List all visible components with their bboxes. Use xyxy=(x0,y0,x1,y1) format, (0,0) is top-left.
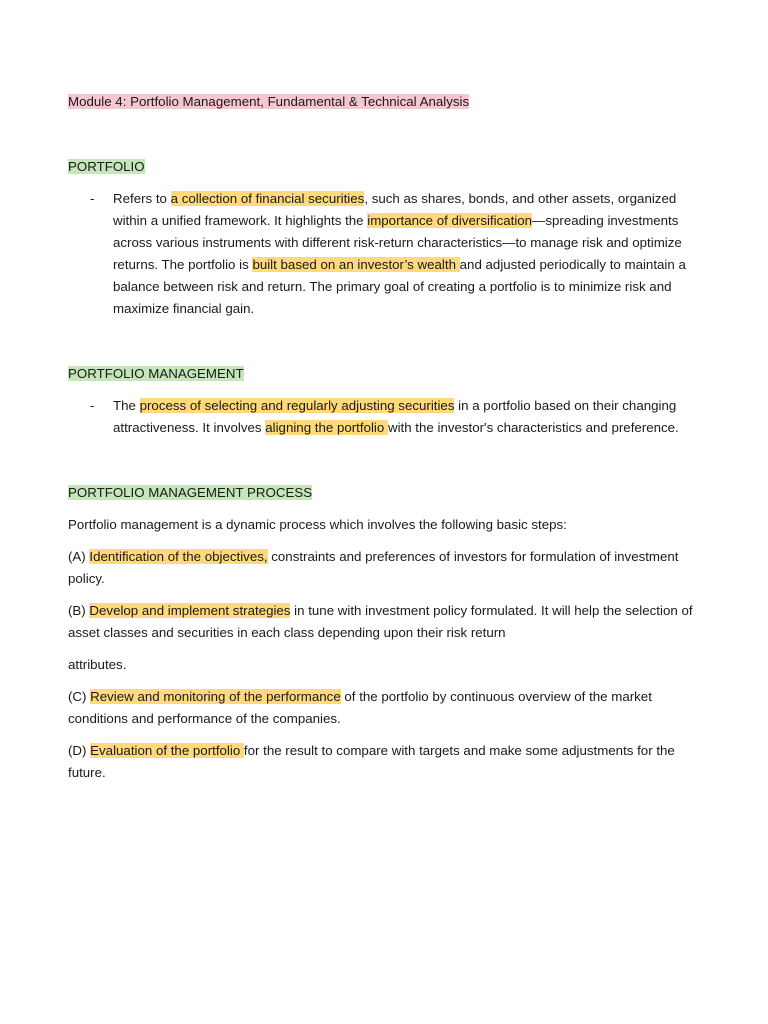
step-a-text: constraints and preferences of investors for formulation of investment policy. xyxy=(68,549,679,586)
portfolio-bullet xyxy=(68,188,700,320)
process-step-b-continuation: attributes. xyxy=(68,657,127,672)
step-b-prefix: (B) xyxy=(68,603,90,618)
step-c-text: of the portfolio by continuous overview of the market conditions and performance of the companies. xyxy=(68,689,652,726)
step-a-prefix: (A) xyxy=(68,549,90,564)
portfolio-highlight-collection: a collection of financial securities xyxy=(170,191,365,206)
pm-bullet-text-3: with the investor's characteristics and preference. xyxy=(387,420,679,435)
pm-highlight-aligning: aligning the portfolio xyxy=(265,420,388,435)
pm-highlight-process: process of selecting and regularly adjusting securities xyxy=(139,398,455,413)
portfolio-bullet-text-2: , such as shares, bonds, and other assets, organized within a unified framework. It highlights the xyxy=(113,191,677,228)
portfolio-highlight-wealth: built based on an investor’s wealth xyxy=(252,257,460,272)
portfolio-bullet-text-1: Refers to xyxy=(113,191,171,206)
pm-bullet-text-2: in a portfolio based on their changing attractiveness. It involves xyxy=(113,398,677,435)
process-step-a xyxy=(68,546,700,590)
heading-portfolio-text: PORTFOLIO xyxy=(68,159,145,174)
step-d-text: for the result to compare with targets and make some adjustments for the future. xyxy=(68,743,675,780)
portfolio-highlight-diversification: importance of diversification xyxy=(367,213,533,228)
step-c-prefix: (C) xyxy=(68,689,91,704)
heading-process xyxy=(68,482,700,504)
bullet-dash: - xyxy=(90,398,95,413)
process-step-c xyxy=(68,686,700,730)
step-d-highlight: Evaluation of the portfolio xyxy=(90,743,244,758)
portfolio-management-bullet xyxy=(68,395,700,439)
bullet-dash: - xyxy=(90,191,95,206)
document-title xyxy=(68,91,700,113)
heading-portfolio-management-text: PORTFOLIO MANAGEMENT xyxy=(68,366,244,381)
step-a-highlight: Identification of the objectives, xyxy=(89,549,268,564)
step-b-highlight: Develop and implement strategies xyxy=(89,603,291,618)
heading-portfolio xyxy=(68,156,700,178)
process-step-b xyxy=(68,600,700,644)
step-d-prefix: (D) xyxy=(68,743,91,758)
process-step-d xyxy=(68,740,700,784)
process-intro: Portfolio management is a dynamic process which involves the following basic steps: xyxy=(68,517,567,532)
pm-bullet-text-1: The xyxy=(113,398,140,413)
step-c-highlight: Review and monitoring of the performance xyxy=(90,689,341,704)
document-title-text: Module 4: Portfolio Management, Fundamental & Technical Analysis xyxy=(68,94,470,109)
portfolio-bullet-text-3: —spreading investments across various instruments with different risk-return characteristics—to manage risk and optimize returns. The portfolio is xyxy=(113,213,682,272)
document-page xyxy=(68,91,700,784)
heading-process-text: PORTFOLIO MANAGEMENT PROCESS xyxy=(68,485,313,500)
heading-portfolio-management xyxy=(68,363,700,385)
portfolio-bullet-text-4: and adjusted periodically to maintain a balance between risk and return. The primary goal of creating a portfolio is to minimize risk and maximize financial gain. xyxy=(113,257,686,316)
step-b-text: in tune with investment policy formulated. It will help the selection of asset classes and securities in each class depending upon their risk return xyxy=(68,603,693,640)
